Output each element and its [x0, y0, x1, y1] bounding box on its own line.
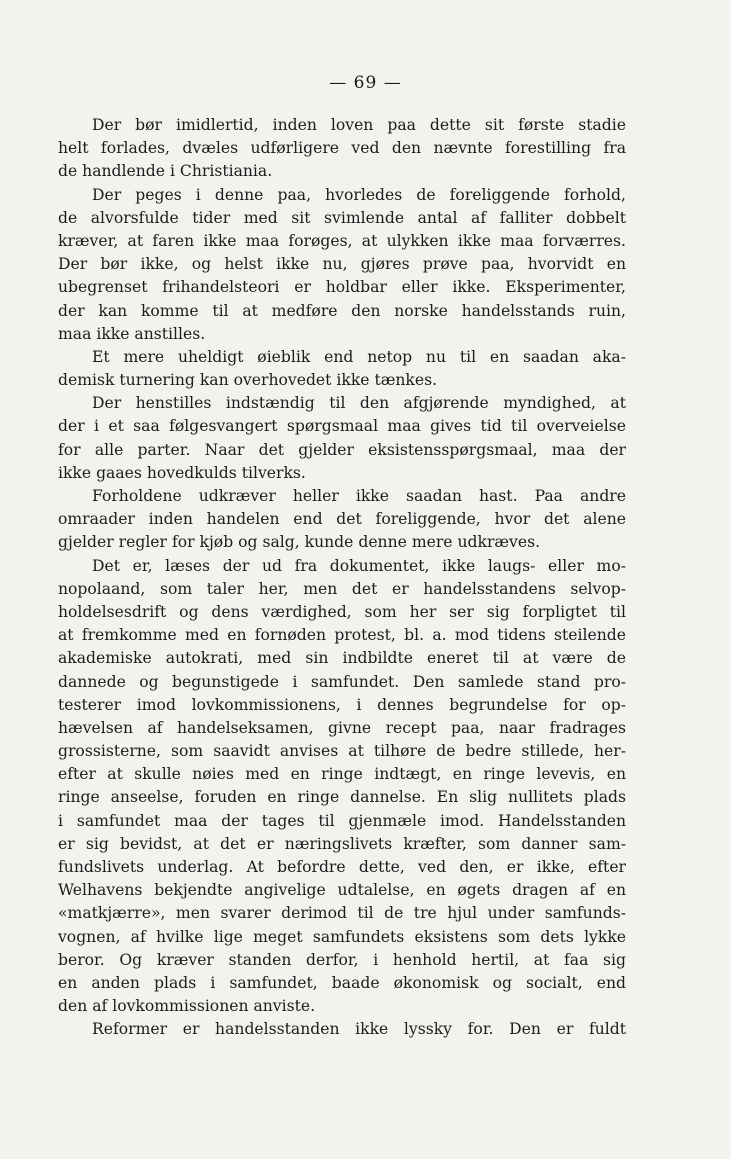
text-line: Forholdene udkræver heller ikke saadan hast. Paa andre	[92, 487, 626, 505]
text-line: ringe anseelse, foruden en ringe dannelse. En slig nullitets plads	[58, 788, 626, 807]
text-line: nopolaand, som taler her, men det er handelsstandens selvop-	[58, 579, 626, 598]
body-text	[58, 114, 626, 1042]
text-line: for alle parter. Naar det gjelder eksistensspørgsmaal, maa der	[58, 440, 626, 459]
text-line: dannede og begunstigede i samfundet. Den samlede stand pro-	[58, 672, 626, 691]
text-line: der i et saa følgesvangert spørgsmaal maa gives tid til overveielse	[58, 417, 626, 436]
text-line: Et mere uheldigt øieblik end netop nu til en saadan aka-	[92, 347, 626, 366]
text-line: beror. Og kræver standen derfor, i henhold hertil, at faa sig	[58, 950, 626, 969]
text-line: akademiske autokrati, med sin indbildte eneret til at være de	[58, 649, 626, 668]
text-line: i samfundet maa der tages til gjenmæle imod. Handelsstanden	[58, 811, 626, 830]
text-line: demisk turnering kan overhovedet ikke tænkes.	[58, 371, 438, 390]
text-line: Der bør ikke, og helst ikke nu, gjøres prøve paa, hvorvidt en	[58, 255, 626, 274]
text-line: kræver, at faren ikke maa forøges, at ulykken ikke maa forværres.	[58, 231, 626, 250]
text-line: Der peges i denne paa, hvorledes de foreliggende forhold,	[92, 185, 626, 204]
text-line: er sig bevidst, at det er næringslivets kræfter, som danner sam-	[58, 834, 626, 853]
text-line: Der bør imidlertid, inden loven paa dette sit første stadie	[92, 116, 626, 134]
text-line: testerer imod lovkommissionens, i dennes begrundelse for op-	[58, 695, 626, 714]
text-line: maa ikke anstilles.	[58, 324, 206, 343]
text-line: fundslivets underlag. At befordre dette, ved den, er ikke, efter	[58, 858, 626, 876]
text-line: «matkjærre», men svarer derimod til de tre hjul under samfunds-	[58, 904, 626, 923]
text-line: holdelsesdrift og dens værdighed, som her ser sig forpligtet til	[58, 602, 626, 621]
text-line: der kan komme til at medføre den norske handelsstands ruin,	[58, 301, 626, 320]
text-line: de alvorsfulde tider med sit svimlende antal af falliter dobbelt	[58, 208, 626, 227]
text-line: den af lovkommissionen anviste.	[58, 997, 316, 1016]
text-line: efter at skulle nøies med en ringe indtægt, en ringe levevis, en	[58, 765, 626, 784]
text-line: vognen, af hvilke lige meget samfundets eksistens som dets lykke	[58, 927, 626, 946]
text-line: en anden plads i samfundet, baade økonomisk og socialt, end	[58, 973, 626, 992]
text-line: Det er, læses der ud fra dokumentet, ikke laugs- eller mo-	[92, 556, 626, 575]
text-line: at fremkomme med en fornøden protest, bl. a. mod tidens steilende	[58, 626, 626, 645]
text-line: Welhavens bekjendte angivelige udtalelse, en øgets dragen af en	[58, 881, 626, 900]
text-line: Reformer er handelsstanden ikke lyssky for. Den er fuldt	[92, 1020, 626, 1039]
text-line: omraader inden handelen end det foreliggende, hvor det alene	[58, 510, 626, 529]
text-line: ubegrenset frihandelsteori er holdbar eller ikke. Eksperimenter,	[58, 278, 626, 297]
text-line: hævelsen af handelseksamen, givne recept paa, naar fradrages	[58, 718, 626, 737]
text-line: helt forlades, dvæles udførligere ved den nævnte forestilling fra	[58, 139, 626, 158]
text-line: grossisterne, som saavidt anvises at tilhøre de bedre stillede, her-	[58, 742, 626, 761]
text-line: de handlende i Christiania.	[58, 162, 273, 181]
text-line: Der henstilles indstændig til den afgjørende myndighed, at	[92, 394, 626, 413]
text-line: ikke gaaes hovedkulds tilverks.	[58, 463, 306, 482]
text-line: gjelder regler for kjøb og salg, kunde denne mere udkræves.	[58, 533, 541, 552]
page-number: — 69 —	[329, 73, 402, 93]
